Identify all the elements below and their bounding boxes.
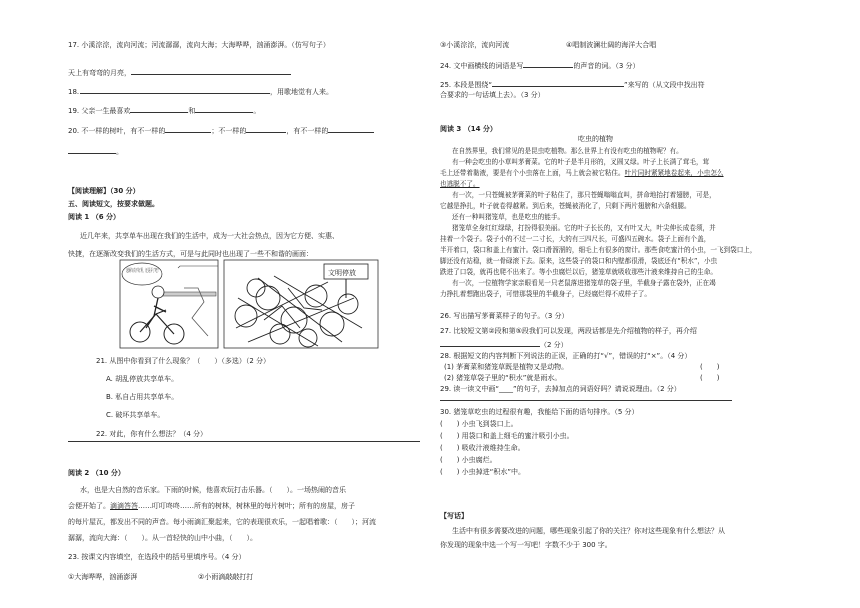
q24-blank[interactable]: [523, 59, 573, 68]
q20-c: ，有不一样的: [286, 127, 329, 135]
q20-a: 20. 不一样的树叶，有不一样的: [68, 127, 166, 135]
reading1-title: 阅读 1 （6 分）: [68, 213, 121, 221]
r3-underlined-sentence: 叶片同时紧紧地卷起来，小虫怎么: [624, 169, 724, 177]
r3-p6b: 力挣扎着想跑出袋子，可惜那袋里的半截身子，已经腐烂得不成样子了。: [440, 290, 651, 298]
r3-p5a: 猪笼草全身红红绿绿，打扮得很美丽。它的叶子长长的，又有叶又大，叶尖伸长成卷须，并: [452, 224, 716, 232]
r3-p6a: 有一次，一位植物学家亲眼看见一只老鼠落进猪笼草的袋子里，半截身子露在袋外，正在竭: [452, 279, 716, 287]
q25-line2: 合要求的一句话填上去）。（3 分）: [440, 91, 545, 99]
q20: [68, 124, 374, 136]
r3-p2b: [440, 168, 724, 178]
q20-end: 。: [116, 148, 123, 156]
q23-question: 23. 按课文内容填空，在选段中的括号里填序号。（4 分）: [68, 553, 246, 561]
q29-answer-line[interactable]: [440, 400, 732, 401]
q19-a: 19. 父亲一生最喜欢: [68, 107, 131, 115]
r3-p3a: 有一次，一只苍蝇被茅膏菜的叶子粘住了，那只苍蝇嗡嗡直叫，拼命地抬打着翅膀，可是，: [452, 191, 716, 199]
q20-blank4[interactable]: [68, 145, 116, 154]
q28-question: 28. 根据短文的内容判断下列说法的正误，正确的打“√”，错误的打“×”。（4 分）: [440, 352, 692, 360]
q30-step-2[interactable]: ( ) 用袋口和盖上细毛的蜜汁吸引小虫。: [440, 432, 574, 440]
q17-line2-text: 天上有弯弯的月亮，: [68, 69, 131, 77]
q19-blank2[interactable]: [195, 104, 253, 113]
q23-option-1: ①大海哗哗，汹涌澎湃: [68, 573, 138, 581]
q20-line2: [68, 145, 123, 157]
q30-step-3[interactable]: ( ) 吸收汁液维持生命。: [440, 444, 525, 452]
speech-bubble-text: [126, 267, 160, 274]
q20-b: ；不一样的: [211, 127, 247, 135]
q21-question: 21. 从图中你看到了什么现象？（ ）（多选）（2 分）: [96, 357, 271, 365]
q25-b: ”来写的（从文段中找出符: [623, 81, 705, 89]
r3-p2b-text: 毛上还带着黏液，要是有个小虫落在上面，马上就会被它粘住。: [440, 169, 625, 177]
q19: [68, 104, 260, 116]
q27-question: 27. 比较短文第②段和第⑤段我们可以发现，两段话都是先介绍植物的样子，再介绍: [440, 327, 697, 335]
q28-answer-2[interactable]: ( ): [700, 374, 720, 382]
q19-b: 和: [188, 107, 196, 115]
r3-p4: 还有一种叫猪笼草，也是吃虫的能手。: [452, 213, 565, 221]
r2-line3: 的每片屋瓦，都发出不同的声音。每小雨滴汇聚起来，它的表现很欢乐，一起唱着歌：（ ）；河流: [68, 518, 376, 526]
q29-question: 29. 读一读文中画“____”的句子，去掉加点的词语好吗？请说说理由。（2 分）: [440, 385, 681, 393]
q20-blank1[interactable]: [165, 124, 211, 133]
reading-header: 【阅读理解】（30 分）: [68, 187, 140, 195]
q28-answer-1[interactable]: ( ): [700, 363, 720, 371]
r2-underlined-word: 滴滴答答: [110, 502, 138, 510]
reading3-title: 阅读 3 （14 分）: [440, 125, 497, 133]
bike-sharing-illustration: [118, 258, 380, 350]
r3-p2a: 有一种会吃虫的小草叫茅膏菜。它的叶子是半月形的，叉圆又绿。叶子上长满了茸毛，茸: [452, 158, 710, 166]
q28-item-1: (1) 茅膏菜和猪笼草既是植物又是动物。: [444, 363, 569, 371]
reading2-title: 阅读 2 （10 分）: [68, 469, 125, 477]
section-five: 五、阅读短文，按要求做题。: [68, 200, 159, 208]
r3-p5e: 跌进了口袋，就再也爬不出来了。等小虫腐烂以后，猪笼草就吸收那些汁液来维持自己的生命。: [440, 268, 717, 276]
q17-text: 17. 小溪淙淙，流向河流；河流潺潺，流向大海；大海哗哗，汹涌澎湃。（仿写句子）: [68, 41, 330, 49]
q22-answer-line[interactable]: [68, 441, 420, 442]
r2-line4: 潺潺，流向大海：（ ）。从一首轻快的山中小曲，（ ）。: [68, 534, 257, 542]
q18-text: ，用歌地觉有人来。: [270, 88, 333, 96]
q20-blank2[interactable]: [246, 124, 286, 133]
q25-a: 25. 本段是围绕“: [440, 81, 492, 89]
q22-question: 22. 对此，你有什么想法？（4 分）: [96, 430, 208, 438]
writing-title: 【写话】: [440, 512, 468, 520]
q23-option-4: ④唱制波澜壮阔的海洋大合唱: [566, 41, 657, 49]
q30-step-1[interactable]: ( ) 小虫飞到袋口上。: [440, 420, 518, 428]
q27-line2: [440, 338, 568, 350]
q18-blank[interactable]: [80, 85, 270, 94]
q24-a: 24. 文中画横线的词语是写: [440, 62, 524, 70]
q23-option-3: ③小溪淙淙，流向河流: [440, 41, 510, 49]
q25-blank[interactable]: [492, 78, 624, 87]
writing-line2: 你发现的现象中选一个写一写吧！字数不少于 300 字。: [440, 541, 612, 549]
r1-line1: 近几年来，共享单车出现在我们的生活中，成为一大社会热点，因为它方便、实惠、: [80, 232, 339, 240]
q21-option-c[interactable]: C. 破坏共享单车。: [106, 411, 165, 419]
r3-p5b: 挂着一个袋子。袋子小的不过一二寸长，大的有三四尺长，可盛四五碗水。袋子上面有个盖，: [440, 235, 711, 243]
r3-heading: 吃虫的植物: [578, 135, 613, 143]
writing-line1: 生活中有很多需要改进的问题，哪些现象引起了你的关注？你对这些现象有什么想法？从: [452, 527, 725, 535]
r2-line1: 水，也是大自然的音乐家。下雨的时候，他喜欢玩打击乐器。（ ）。一场热闹的音乐: [80, 486, 346, 494]
q19-blank1[interactable]: [130, 104, 188, 113]
q25: [440, 78, 705, 90]
q23-option-2: ②小雨滴敲敲打打: [198, 573, 254, 581]
q30-step-5[interactable]: ( ) 小虫掉进“积水”中。: [440, 468, 525, 476]
speech-bubble: [122, 263, 162, 285]
q24-b: 的声音的词。（3 分）: [573, 62, 640, 70]
q27-blank[interactable]: [440, 338, 540, 347]
q17-line2: [68, 66, 291, 78]
q19-c: 。: [253, 107, 261, 115]
q24: [440, 59, 640, 71]
r2-line2: [68, 501, 355, 511]
q30-question: 30. 猪笼草吃虫的过程很有趣，我能给下面的语句排序。（5 分）: [440, 408, 639, 416]
q21-option-a[interactable]: A. 胡乱停放共享单车。: [106, 375, 179, 383]
q20-blank3[interactable]: [328, 124, 374, 133]
q17-blank[interactable]: [131, 66, 291, 75]
q21-option-b[interactable]: B. 私自占用共享单车。: [106, 393, 179, 401]
r3-p2c: 也逃脱不了。: [440, 180, 480, 188]
r3-p3b: 它越是挣扎，叶子就卷得越紧。到后来，苍蝇被消化了，只剩下两片翅膀和六条细腿。: [440, 202, 691, 210]
r2-line2-a: 会便开始了。: [68, 502, 110, 510]
q28-item-2: (2) 猪笼草袋子里的“积水”就是雨水。: [444, 374, 562, 382]
sign-text: 文明停放: [328, 269, 356, 277]
r2-line2-b: ……叮叮咚咚……所有的树林，树林里的每片树叶；所有的房屋，房子: [138, 502, 355, 510]
q18: 18. ，用歌地觉有人来。: [68, 85, 333, 97]
q30-step-4[interactable]: ( ) 小虫腐烂。: [440, 456, 497, 464]
q26-question: 26. 写出描写茅膏菜样子的句子。（3 分）: [440, 312, 569, 320]
r3-p1: 在自然界里，我们常见的是昆虫吃植物。那么世界上有没有吃虫的植物呢？有。: [452, 147, 683, 155]
q27-points: （2 分）: [540, 341, 568, 349]
r1-line2: 快捷，在逐渐改变我们的生活方式，可是与此同时也出现了一些不和谐的画面：: [68, 250, 313, 258]
r3-p5d: 脚还没有站稳，就一骨碌滚下去。原来，这些袋子的袋口和内壁都很滑，袋底还有“积水”，小虫: [440, 257, 718, 265]
r3-p5c: 半开着口，袋口和盖上有蜜汁。袋口滑溜溜的，细毛上有很多的窗计。那些食吃蜜汁的小虫，一飞到袋口上，: [440, 246, 757, 254]
